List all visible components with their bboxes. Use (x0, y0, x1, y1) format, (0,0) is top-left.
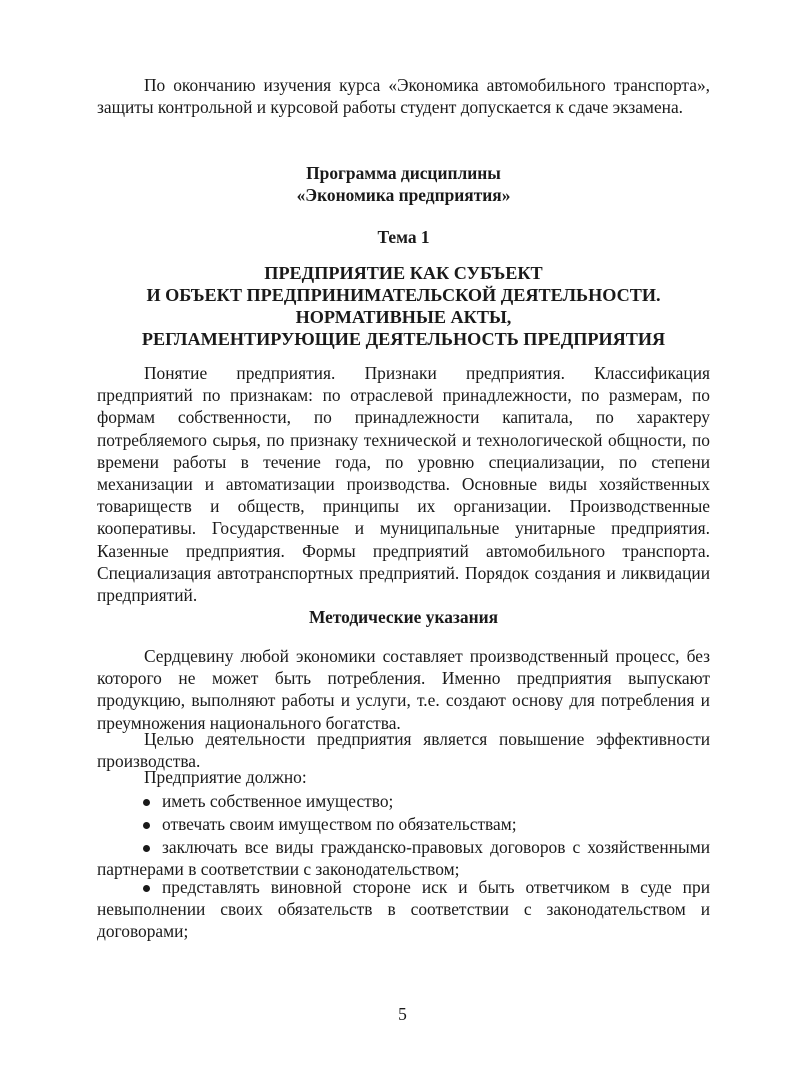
bullet-icon (143, 822, 150, 829)
list-item-text: заключать все виды гражданско-правовых договоров с хозяйственными партнерами в соответствии с законодательством; (97, 837, 710, 880)
bullet-icon (143, 799, 150, 806)
methodical-paragraph-1: Сердцевину любой экономики составляет производственный процесс, без которого не может быть потребления. Именно предприятия выпускают продукцию, выполняют работы и услуги, т.е. создают основу для потребления и преумножения национального богатства. (97, 646, 710, 733)
methodical-paragraph-2: Целью деятельности предприятия является повышение эффективности производства. (97, 729, 710, 772)
list-item-text: отвечать своим имуществом по обязательствам; (162, 814, 517, 834)
topic-content-paragraph: Понятие предприятия. Признаки предприятия. Классификация предприятий по признакам: по отраслевой принадлежности, по размерам, по формам собственности, по принадлежности капитала, по характеру потребляемого сырья, по признаку технической и технологической общности, по времени работы в течение года, по уровню специализации, по степени механизации и автоматизации производства. Основные виды хозяйственных товариществ и обществ, принципы их организации. Производственные кооперативы. Государственные и муниципальные унитарные предприятия. Казенные предприятия. Формы предприятий автомобильного транспорта. Специализация автотранспортных предприятий. Порядок создания и ликвидации предприятий. (97, 363, 710, 606)
topic-heading-line: НОРМАТИВНЫЕ АКТЫ, (295, 307, 512, 327)
page-number: 5 (398, 1004, 407, 1024)
list-item-text: представлять виновной стороне иск и быть ответчиком в суде при невыполнении своих обязательств в соответствии с законодательством и договорами; (97, 877, 710, 942)
topic-label: Тема 1 (377, 227, 430, 247)
methodical-heading: Методические указания (308, 607, 499, 627)
list-item (97, 876, 710, 943)
program-title-line1: Программа дисциплины (306, 163, 501, 183)
topic-heading-line: РЕГЛАМЕНТИРУЮЩИЕ ДЕЯТЕЛЬНОСТЬ ПРЕДПРИЯТИЯ (141, 329, 666, 349)
methodical-list-intro: Предприятие должно: (144, 767, 307, 787)
list-item (97, 813, 710, 835)
topic-heading-line: И ОБЪЕКТ ПРЕДПРИНИМАТЕЛЬСКОЙ ДЕЯТЕЛЬНОСТИ. (146, 285, 661, 305)
bullet-icon (143, 885, 150, 892)
program-title (97, 162, 710, 206)
topic-heading (97, 262, 710, 350)
program-title-line2: «Экономика предприятия» (296, 185, 511, 206)
list-item (97, 836, 710, 880)
list-item-text: иметь собственное имущество; (162, 791, 394, 811)
bullet-icon (143, 845, 150, 852)
intro-paragraph: По окончанию изучения курса «Экономика автомобильного транспорта», защиты контрольной и курсовой работы студент допускается к сдаче экзамена. (97, 75, 710, 118)
list-item (97, 790, 710, 812)
topic-heading-line: ПРЕДПРИЯТИЕ КАК СУБЪЕКТ (264, 263, 543, 283)
